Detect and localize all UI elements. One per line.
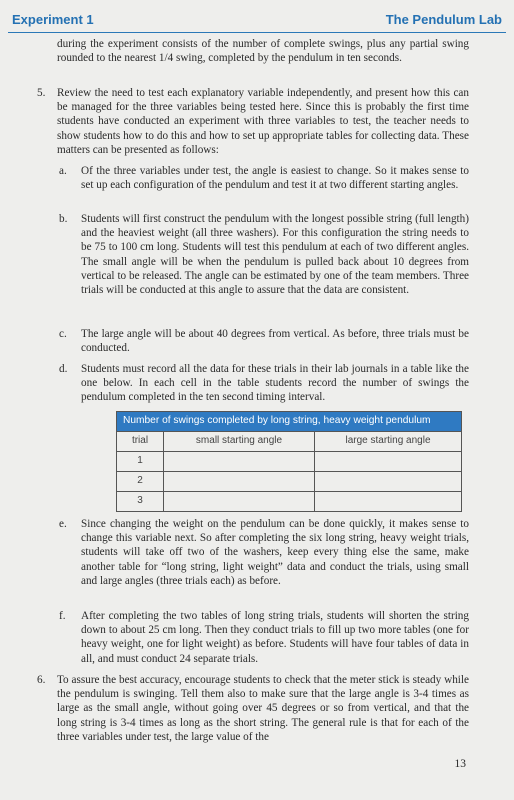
large-angle-cell	[315, 452, 462, 472]
running-header	[8, 8, 506, 33]
large-angle-cell	[315, 472, 462, 492]
sub-item-letter: c.	[59, 328, 67, 340]
column-header-large-angle: large starting angle	[315, 432, 462, 452]
column-header-small-angle: small starting angle	[164, 432, 315, 452]
intro-paragraph: during the experiment consists of the number of complete swings, plus any partial swing rounded to the nearest 1/4 swing, completed by the pendulum in ten seconds.	[57, 38, 469, 65]
table-caption: Number of swings completed by long string, heavy weight pendulum	[117, 412, 462, 432]
header-experiment-label: Experiment 1	[12, 11, 94, 27]
sub-item-text: Since changing the weight on the pendulum can be done quickly, it makes sense to change this variable next. So after completing the six long string, heavy weight trials, students will take off two of the washers, keep every thing else the same, make another table for “long string, light weight” data and conduct the trials, using small and large angles (three trials each) as before.	[81, 518, 469, 587]
data-table	[116, 411, 462, 512]
sub-item-text: The large angle will be about 40 degrees from vertical. As before, three trials must be conducted.	[81, 328, 469, 355]
trial-number: 1	[117, 452, 164, 472]
item-number: 6.	[37, 674, 46, 686]
sub-item-letter: e.	[59, 518, 67, 530]
sub-item-text: Of the three variables under test, the angle is easiest to change. So it makes sense to set up each configuration of the pendulum and test it at two different starting angles.	[81, 165, 469, 192]
large-angle-cell	[315, 492, 462, 512]
sub-item-text: Students must record all the data for these trials in their lab journals in a table like the one below. In each cell in the table students record the number of swings the pendulum completed in the ten second timing interval.	[81, 363, 469, 404]
sub-item-letter: a.	[59, 165, 67, 177]
trial-number: 2	[117, 472, 164, 492]
sub-item-text: After completing the two tables of long string trials, students will shorten the string down to about 25 cm long. Then they conduct trials to fill up two more tables (one for heavy weight, one for light weight) as before. Students will have four tables of data in all, and must conduct 24 separate trials.	[81, 610, 469, 665]
sub-item-letter: b.	[59, 213, 68, 225]
table-row	[117, 472, 462, 492]
header-lab-title: The Pendulum Lab	[385, 11, 502, 27]
trial-number: 3	[117, 492, 164, 512]
column-header-trial: trial	[117, 432, 164, 452]
sub-item-letter: f.	[59, 610, 66, 622]
small-angle-cell	[164, 452, 315, 472]
small-angle-cell	[164, 492, 315, 512]
intro-block	[0, 37, 469, 65]
page-number: 13	[454, 758, 466, 770]
table-row	[117, 492, 462, 512]
sub-item-text: Students will first construct the pendulum with the longest possible string (full length) and the heaviest weight (all three washers). For this configuration the string needs to be 75 to 100 cm long. Students will test this pendulum at each of two different angles. The small angle will be when the pendulum is pulled back about 10 degrees from vertical to be released. The angle can be estimated by one of the team members. Three trials will be conducted at this angle to assure that the data are consistent.	[81, 213, 469, 297]
sub-item-letter: d.	[59, 363, 68, 375]
table-header-row	[117, 432, 462, 452]
table-row	[117, 452, 462, 472]
item-text: Review the need to test each explanatory variable independently, and present how this can be managed for the three variables being tested here. Since this is probably the first time students have conducted an experiment with three variables to test, the teacher needs to show students how to do this and how to set up appropriate tables for collecting data. These matters can be presented as follows:	[57, 87, 469, 156]
small-angle-cell	[164, 472, 315, 492]
item-text: To assure the best accuracy, encourage students to check that the meter stick is steady while the pendulum is swinging. Tell them also to make sure that the large angle is 3-4 times as large as the small angle, without going over 45 degrees or so from vertical, and that the long string is 3-4 times as long as the short string. The general rule is that for each of the three variables under test, the large value of the	[57, 674, 469, 743]
item-number: 5.	[37, 87, 46, 99]
